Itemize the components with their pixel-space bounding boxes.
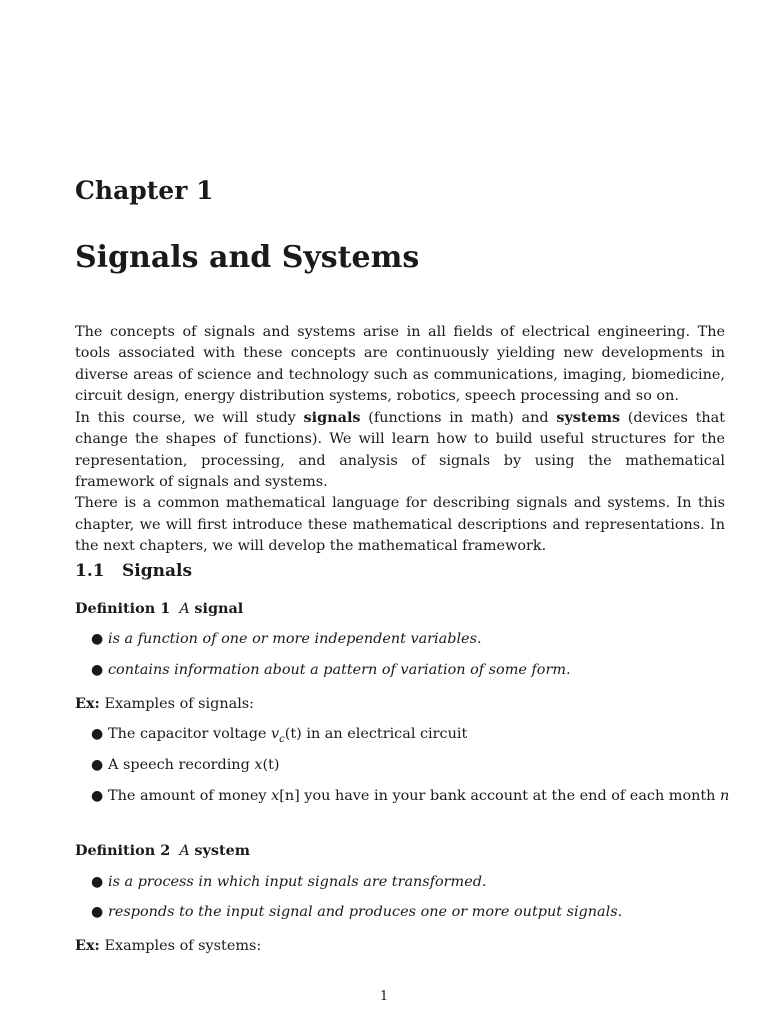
bold-term-signals: signals <box>303 409 361 427</box>
page-number: 1 <box>379 989 389 1004</box>
example-text: Examples of systems: <box>99 938 262 954</box>
example-2 <box>75 937 261 954</box>
text: (devices that change the shapes of functions). We will learn how to build useful structures for the representation, processing, and analysis of signals by using the mathematical framework of signals and systems. <box>75 410 725 491</box>
section-number: 1.1 <box>75 561 105 581</box>
section-heading <box>75 561 192 581</box>
text: A speech recording <box>108 757 255 773</box>
list-item <box>91 726 467 745</box>
text: The capacitor voltage <box>108 726 272 742</box>
math: x <box>254 757 263 773</box>
definition-term: system <box>194 842 250 859</box>
math: v <box>271 726 280 742</box>
list-item <box>91 631 482 647</box>
chapter-title: Signals and Systems <box>75 240 420 275</box>
example-label: Ex: <box>75 695 100 712</box>
example-1 <box>75 695 254 712</box>
list-item <box>91 874 487 890</box>
bullet-icon: ● <box>91 662 104 678</box>
list-item-text: contains information about a pattern of variation of some form. <box>108 662 571 678</box>
list-item-text: is a function of one or more independent variables. <box>108 631 482 647</box>
chapter-label: Chapter 1 <box>75 176 214 205</box>
definition-article: A <box>179 601 190 617</box>
list-item <box>91 904 622 920</box>
bullet-icon: ● <box>91 726 104 742</box>
example-text: Examples of signals: <box>99 696 255 712</box>
math-subscript: c <box>279 733 285 745</box>
text: you have in your bank account at the end of each month <box>299 788 721 804</box>
intro-text <box>75 322 725 557</box>
list-item <box>91 788 729 804</box>
math: x <box>271 788 280 804</box>
definition-label: Definition 1 <box>75 600 171 617</box>
math: (t) <box>262 757 280 773</box>
definition-article: A <box>179 843 190 859</box>
intro-paragraph-2 <box>75 407 725 493</box>
math: n <box>720 788 730 804</box>
definition-label: Definition 2 <box>75 842 171 859</box>
definition-1 <box>75 600 243 617</box>
intro-paragraph-3: There is a common mathematical language for describing signals and systems. In this chapter, we will first introduce these mathematical descriptions and representations. In the next chapters, we will develop the mathematical framework. <box>75 495 725 554</box>
text: (functions in math) and <box>360 410 557 427</box>
definition-term: signal <box>194 600 244 617</box>
bullet-icon: ● <box>91 631 104 647</box>
bullet-icon: ● <box>91 874 104 890</box>
list-item-text: is a process in which input signals are transformed. <box>108 874 487 890</box>
bullet-icon: ● <box>91 788 104 804</box>
example-label: Ex: <box>75 937 100 954</box>
section-title: Signals <box>122 561 193 581</box>
list-item <box>91 662 571 678</box>
bullet-icon: ● <box>91 904 104 920</box>
bold-term-systems: systems <box>556 409 621 427</box>
definition-2 <box>75 842 250 859</box>
list-item <box>91 757 280 773</box>
math: [n] <box>279 788 300 804</box>
text: in an electrical circuit <box>301 726 468 742</box>
text: In this course, we will study <box>75 410 304 427</box>
list-item-text: responds to the input signal and produces one or more output signals. <box>108 904 623 920</box>
intro-paragraph-1: The concepts of signals and systems arise in all fields of electrical engineering. The tools associated with these concepts are continuously yielding new developments in diverse areas of science and technology such as communications, imaging, biomedicine, circuit design, energy distribution systems, robotics, speech processing and so on. <box>75 324 725 404</box>
math: (t) <box>284 726 302 742</box>
text: The amount of money <box>108 788 272 804</box>
bullet-icon: ● <box>91 757 104 773</box>
